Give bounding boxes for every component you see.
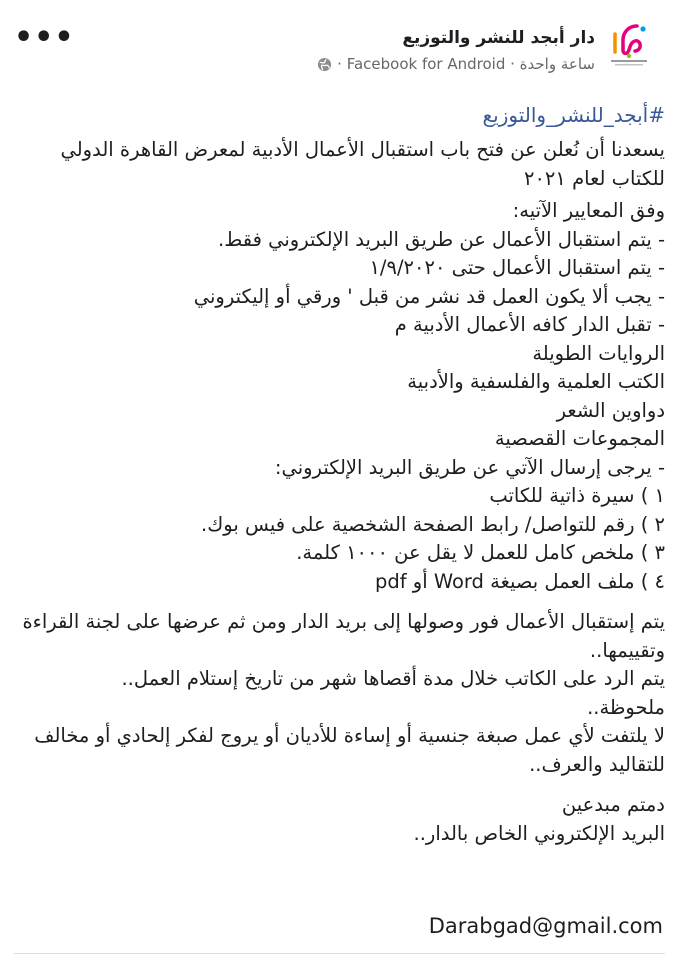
post-platform: Facebook for Android <box>346 55 506 73</box>
criteria-item: - يتم استقبال الأعمال عن طريق البريد الإلكتروني فقط. <box>218 227 665 251</box>
meta-separator-2: · <box>332 55 347 73</box>
hashtag-link[interactable]: #أبجد_للنشر_والتوزيع <box>482 103 665 127</box>
post-intro: يسعدنا أن نُعلن عن فتح باب استقبال الأعمال الأدبية لمعرض القاهرة الدولي للكتاب لعام ٢٠٢١ <box>60 138 665 190</box>
meta-separator: · <box>505 55 520 73</box>
process-text: يتم إستقبال الأعمال فور وصولها إلى بريد الدار ومن ثم عرضها على لجنة القراءة وتقييمها.. <box>22 610 665 662</box>
criteria-item: - يجب ألا يكون العمل قد نشر من قبل ' ورقي أو إليكتروني <box>193 284 665 308</box>
note-label: ملحوظة.. <box>587 695 665 719</box>
post-body <box>14 100 665 848</box>
send-item: ٤ ) ملف العمل بصيغة Word أو pdf <box>374 569 665 593</box>
signoff: دمتم مبدعين <box>561 793 665 816</box>
send-item: ١ ) سيرة ذاتية للكاتب <box>489 484 665 507</box>
criteria-heading: وفق المعايير الآتيه: <box>512 199 665 222</box>
page-name-link[interactable]: دار أبجد للنشر والتوزيع <box>402 28 595 48</box>
send-heading: - يرجى إرسال الآتي عن طريق البريد الإلكتروني: <box>274 455 665 479</box>
email-address[interactable]: Darabgad@gmail.com <box>428 914 663 938</box>
post-time[interactable]: ساعة واحدة <box>519 55 595 73</box>
post-meta <box>317 55 595 76</box>
globe-icon <box>317 57 332 76</box>
post-header <box>0 0 679 90</box>
send-item: ٣ ) ملخص كامل للعمل لا يقل عن ١٠٠٠ كلمة. <box>296 541 665 564</box>
reply-text: يتم الرد على الكاتب خلال مدة أقصاها شهر من تاريخ إستلام العمل.. <box>121 667 665 690</box>
criteria-item: - تقبل الدار كافه الأعمال الأدبية م <box>394 313 665 336</box>
criteria-item: - يتم استقبال الأعمال حتى ١/٩/٢٠٢٠ <box>369 256 665 279</box>
genre-item: دواوين الشعر <box>556 398 665 422</box>
genre-item: المجموعات القصصية <box>494 427 665 450</box>
note-text: لا يلتفت لأي عمل صبغة جنسية أو إساءة للأديان أو يروج لفكر إلحادي أو مخالف للتقاليد والعرف.. <box>34 724 665 776</box>
more-options-icon[interactable]: ••• <box>14 20 75 55</box>
email-label: البريد الإلكتروني الخاص بالدار.. <box>413 821 665 845</box>
abgad-logo-avatar[interactable] <box>607 20 651 68</box>
genre-item: الكتب العلمية والفلسفية والأدبية <box>407 370 665 393</box>
divider <box>14 953 665 954</box>
genre-item: الروايات الطويلة <box>532 341 665 365</box>
send-item: ٢ ) رقم للتواصل/ رابط الصفحة الشخصية على فيس بوك. <box>201 512 665 536</box>
